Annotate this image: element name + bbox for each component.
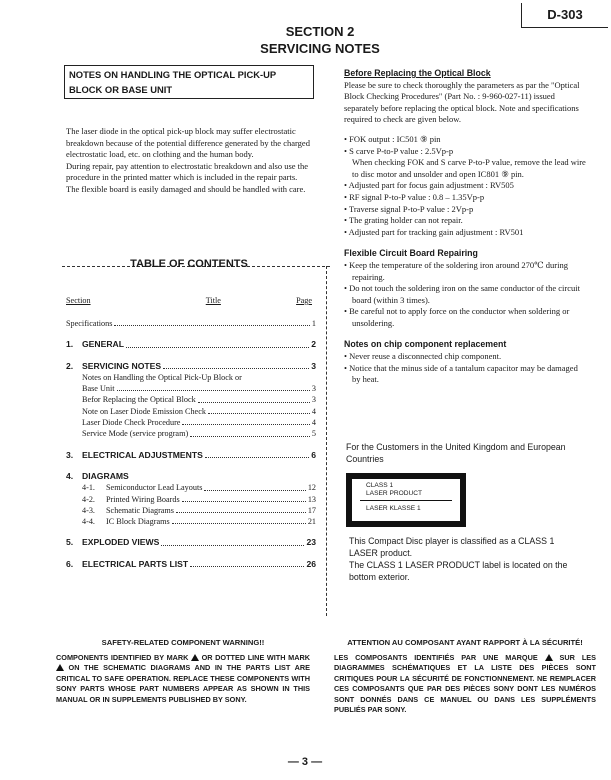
chip-item: • Never reuse a disconnected chip component.	[344, 351, 502, 362]
flexible-heading: Flexible Circuit Board Repairing	[344, 248, 478, 259]
toc-entry-parts-list[interactable]	[66, 559, 316, 570]
replacing-item: • The grating holder can not repair.	[344, 215, 463, 226]
safety-warning-fr	[334, 638, 596, 716]
model-number: D-303	[521, 3, 608, 28]
laser-line2: LASER PRODUCT	[366, 490, 423, 497]
toc-num: 1.	[66, 339, 74, 350]
toc-subentry[interactable]: Notes on Handling the Optical Pick-Up Block or	[82, 372, 242, 382]
toc-num: 6.	[66, 558, 74, 569]
section-title: SERVICING NOTES	[260, 41, 380, 56]
safety-warning-fr-text: LES COMPOSANTS IDENTIFIÉS PAR UNE MARQUE SUR LES DIAGRAMMES SCHÉMATIQUES ET LA LISTE DES PIÈCES SONT CRITIQUES POUR LA SÉCURITÉ DE FONCTIONNEMENT. NE REMPLACER CES COMPOSANTS QUE PAR DES PIÈCES SONY DONT LES NUMÉROS SONT DONNÉS DANS CE MANUEL OU DANS LES SUPPLÉMENTS PUBLIÉS PAR SONY.	[334, 652, 597, 714]
toc-entry-specifications[interactable]	[66, 318, 316, 329]
toc-header	[66, 296, 312, 305]
toc-page: 1	[311, 319, 316, 328]
page-number: — 3 —	[287, 756, 323, 768]
section-number: SECTION 2	[285, 24, 355, 39]
toc-num: 2.	[66, 360, 74, 371]
replacing-intro: Please be sure to check thoroughly the parameters as par the "Optical Block Checking Procedures" (Part No. : 9-960-027-11) issued separately before replacing the optical block. Note and specifications required to check are given below.	[344, 79, 580, 125]
toc-num: 5.	[66, 537, 74, 548]
chip-heading: Notes on chip component replacement	[344, 339, 507, 350]
flexible-item: • Keep the temperature of the soldering iron around 270℃ during repairing.	[344, 259, 568, 282]
toc-divider-vertical	[326, 266, 327, 616]
optical-notes-body	[66, 126, 318, 196]
optical-notes-heading: NOTES ON HANDLING THE OPTICAL PICK-UP BLOCK OR BASE UNIT	[64, 65, 314, 99]
toc-label: ELECTRICAL PARTS LIST	[82, 558, 189, 569]
optical-notes-para: The flexible board is easily damaged and should be handled with care.	[66, 183, 306, 194]
optical-notes-para: During repair, pay attention to electrostatic breakdown and also use the procedure in the printed matter which is included in the repair parts.	[66, 160, 309, 183]
toc-subentry[interactable]: 4-4. IC Block Diagrams 21	[82, 517, 316, 527]
laser-line3: LASER KLASSE 1	[366, 505, 421, 512]
flexible-item: • Be careful not to apply force on the conductor when soldering or unsoldering.	[344, 306, 570, 328]
toc-title: TABLE OF CONTENTS	[130, 258, 248, 270]
toc-col-page: Page	[296, 296, 312, 305]
toc-subentry[interactable]: Laser Diode Check Procedure 4	[82, 418, 316, 428]
toc-subentry[interactable]: Service Mode (service program) 5	[82, 429, 316, 439]
optical-notes-para: The laser diode in the optical pick-up block may suffer electrostatic breakdown because of the potential difference generated by the charged electrostatic load, etc. on clothing and the human body.	[66, 126, 310, 160]
safety-warning-en	[56, 638, 310, 705]
toc-col-title: Title	[205, 296, 221, 305]
replacing-item: • S carve P-to-P value : 2.5Vp-p	[344, 145, 454, 156]
laser-divider	[360, 500, 452, 501]
toc-entry-exploded-views[interactable]	[66, 537, 316, 548]
toc-page: 23	[306, 537, 316, 548]
toc-entry-general[interactable]	[66, 339, 316, 350]
toc-label: SERVICING NOTES	[82, 360, 162, 371]
toc-page: 2	[311, 339, 316, 350]
customers-note: For the Customers in the United Kingdom and European Countries	[346, 442, 566, 464]
toc-page: 3	[311, 360, 316, 371]
toc-subentry[interactable]: Base Unit 3	[82, 384, 316, 394]
flexible-item: • Do not touch the soldering iron on the same conductor of the circuit board (within 3 times).	[344, 283, 580, 305]
toc-subentry[interactable]: Befor Replacing the Optical Block 3	[82, 395, 316, 405]
chip-item: • Notice that the minus side of a tantalum capacitor may be damaged by heat.	[344, 362, 578, 385]
replacing-item: • Adjusted part for focus gain adjustment : RV505	[344, 180, 514, 191]
replacing-item: • FOK output : IC501 ⑨ pin	[344, 133, 441, 144]
toc-label: GENERAL	[82, 339, 125, 350]
replacing-item: • Traverse signal P-to-P value : 2Vp-p	[344, 203, 474, 214]
toc-list	[66, 318, 316, 570]
toc-subentry[interactable]: 4-1. Semiconductor Lead Layouts 12	[82, 483, 316, 493]
replacing-item: • RF signal P-to-P value : 0.8 – 1.35Vp-p	[344, 191, 485, 202]
toc-num: 3.	[66, 449, 74, 460]
toc-label: Specifications	[66, 319, 113, 328]
safety-warning-fr-title: ATTENTION AU COMPOSANT AYANT RAPPORT À LA SÉCURITÉ!	[347, 638, 583, 647]
toc-label: DIAGRAMS	[82, 470, 129, 481]
warning-triangle-icon	[545, 654, 553, 661]
toc-entry-diagrams[interactable]	[66, 471, 316, 482]
laser-label-inner	[352, 479, 460, 521]
toc-col-section: Section	[66, 296, 91, 305]
warning-triangle-icon	[56, 664, 64, 671]
laser-class-note	[349, 535, 579, 583]
warning-triangle-icon	[191, 654, 199, 661]
toc-subentry[interactable]: Note on Laser Diode Emission Check 4	[82, 406, 316, 416]
toc-label: EXPLODED VIEWS	[82, 537, 160, 548]
replacing-item: • Adjusted part for tracking gain adjustment : RV501	[344, 226, 524, 237]
toc-entry-servicing-notes[interactable]	[66, 361, 316, 372]
replacing-heading: Before Replacing the Optical Block	[344, 68, 491, 78]
toc-page: 26	[306, 558, 316, 569]
toc-subentry[interactable]: 4-2. Printed Wiring Boards 13	[82, 494, 316, 504]
toc-label: ELECTRICAL ADJUSTMENTS	[82, 449, 203, 460]
laser-line1: CLASS 1	[366, 482, 394, 489]
replacing-list	[344, 134, 588, 238]
toc-subentry[interactable]: 4-3. Schematic Diagrams 17	[82, 505, 316, 515]
laser-note-line: The CLASS 1 LASER PRODUCT label is located on the bottom exterior.	[349, 560, 568, 582]
toc-num: 4.	[66, 470, 74, 481]
replacing-section	[344, 68, 588, 386]
toc-page: 6	[311, 449, 316, 460]
safety-warning-en-title: SAFETY-RELATED COMPONENT WARNING!!	[101, 638, 265, 647]
laser-class-label	[346, 473, 466, 527]
laser-note-line: This Compact Disc player is classified as a CLASS 1 LASER product.	[349, 536, 555, 558]
safety-warning-en-text: COMPONENTS IDENTIFIED BY MARK OR DOTTED LINE WITH MARK ON THE SCHEMATIC DIAGRAMS AND IN THE PARTS LIST ARE CRITICAL TO SAFE OPERATION. REPLACE THESE COMPONENTS WITH SONY PARTS WHOSE PART NUMBERS APPEAR AS SHOWN IN THIS MANUAL OR IN SUPPLEMENTS PUBLISHED BY SONY.	[56, 652, 311, 704]
toc-entry-electrical-adjustments[interactable]	[66, 450, 316, 461]
replacing-item: When checking FOK and S carve P-to-P value, remove the lead wire to disc motor and unsolder and open IC801 ⑨ pin.	[352, 157, 586, 179]
